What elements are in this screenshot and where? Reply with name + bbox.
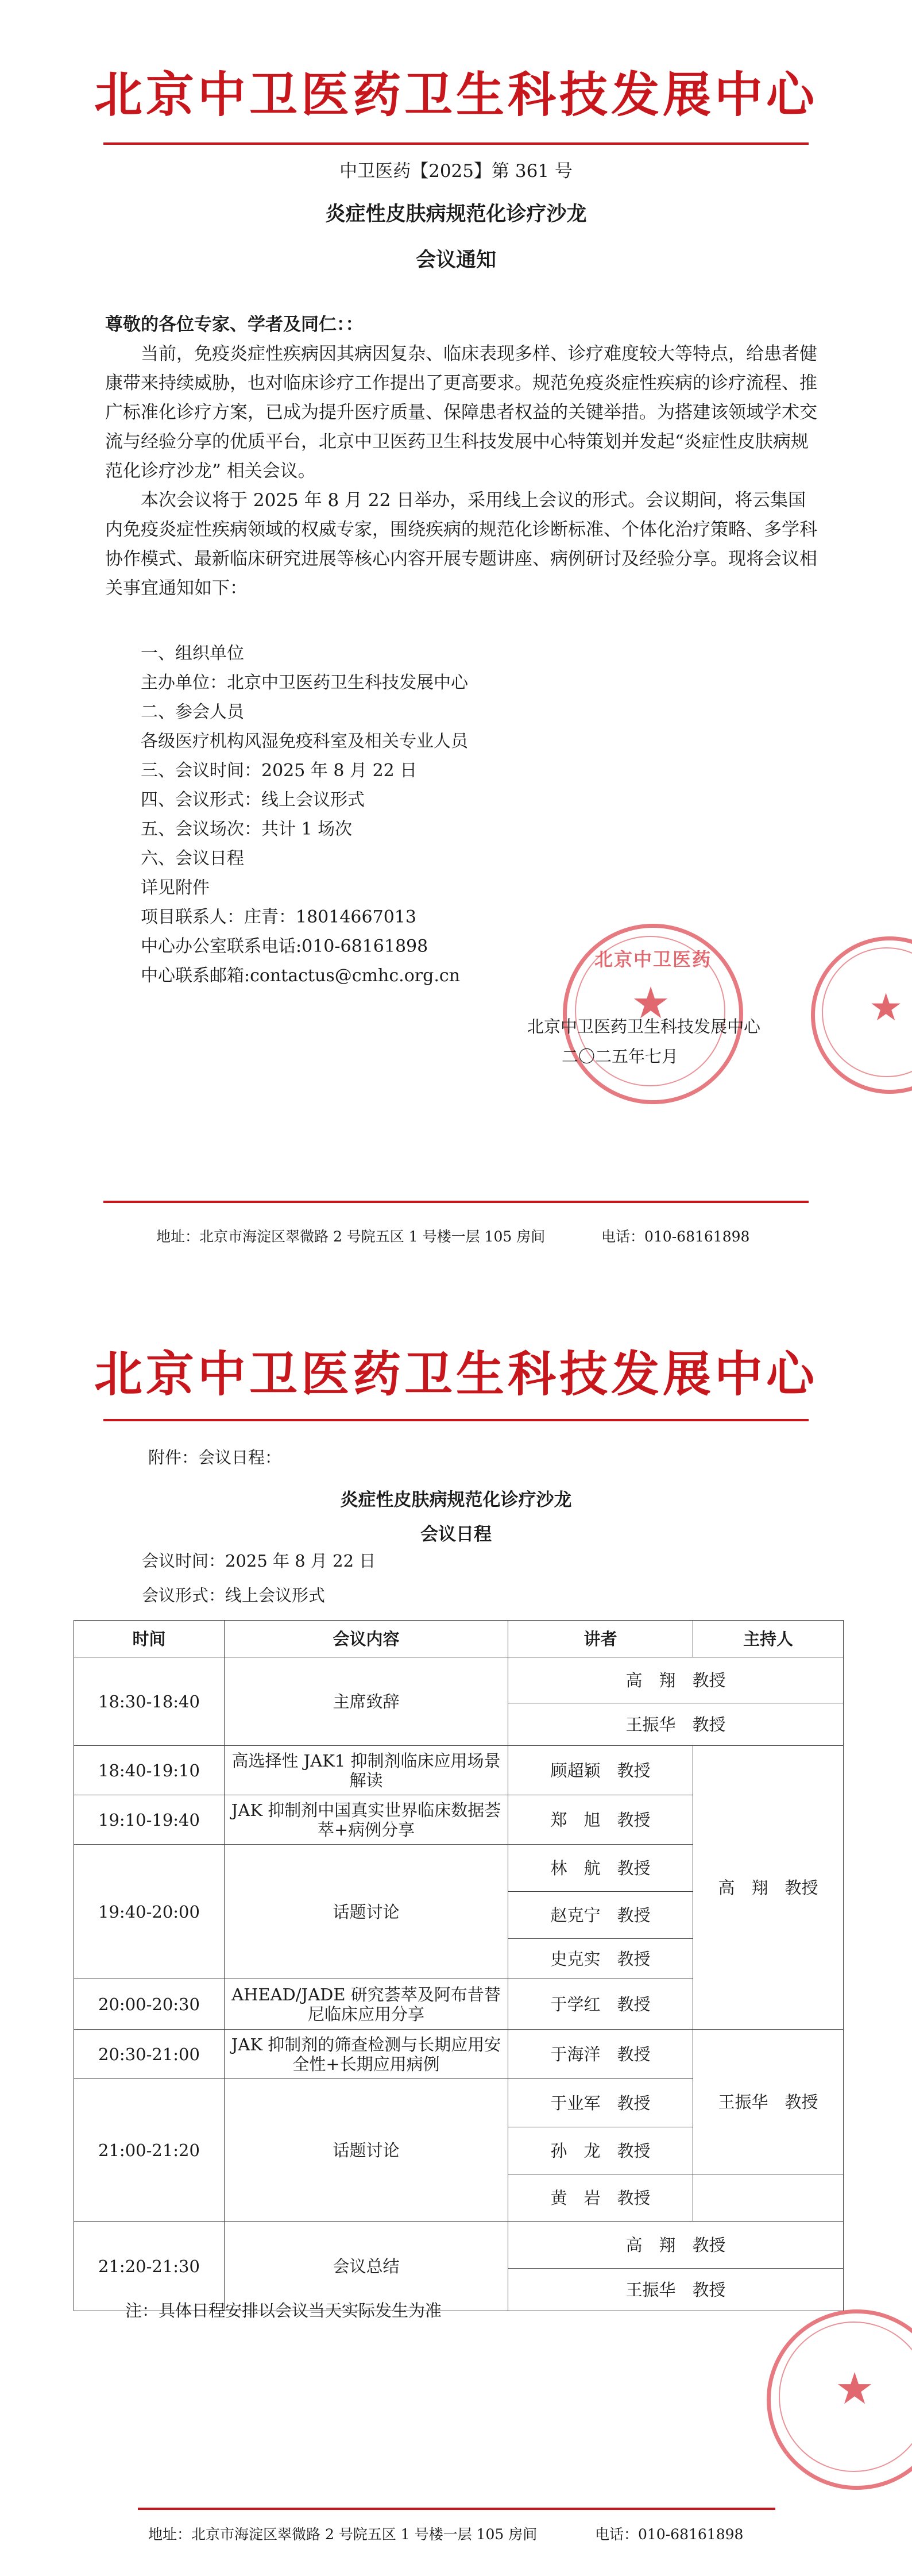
speaker-cell: 高 翔 教授: [508, 2222, 844, 2269]
content-cell: JAK 抑制剂中国真实世界临床数据荟萃+病例分享: [225, 1795, 508, 1845]
schedule-table: [74, 1620, 844, 2311]
footer-address: 地址：北京市海淀区翠微路 2 号院五区 1 号楼一层 105 房间: [156, 1228, 546, 1245]
notice-title: 炎症性皮肤病规范化诊疗沙龙: [325, 202, 587, 226]
footer-divider-page2: [138, 2508, 775, 2510]
organizer-line: 主办单位：北京中卫医药卫生科技发展中心: [141, 673, 468, 693]
official-seal-partial: ★: [811, 936, 912, 1094]
document-number: 中卫医药【2025】第 361 号: [339, 161, 573, 182]
speaker-cell: 于学红 教授: [508, 1979, 693, 2030]
time-cell: 21:00-21:20: [74, 2079, 225, 2222]
meeting-time-line: 三、会议时间：2025 年 8 月 22 日: [141, 761, 418, 781]
speaker-cell: 高 翔 教授: [508, 1657, 844, 1703]
see-attachment: 详见附件: [141, 878, 210, 898]
time-cell: 18:30-18:40: [74, 1657, 225, 1746]
header-divider: [103, 142, 809, 145]
attachment-label: 附件：会议日程：: [148, 1448, 282, 1467]
content-cell: 话题讨论: [225, 1845, 508, 1979]
content-cell: 主席致辞: [225, 1657, 508, 1746]
meeting-form-line: 四、会议形式：线上会议形式: [141, 790, 365, 810]
header-host: 主持人: [693, 1621, 844, 1657]
table-row: [74, 2222, 844, 2269]
content-cell: 高选择性 JAK1 抑制剂临床应用场景解读: [225, 1746, 508, 1795]
speaker-cell: 王振华 教授: [508, 1703, 844, 1746]
time-cell: 21:20-21:30: [74, 2222, 225, 2311]
speaker-cell: 林 航 教授: [508, 1845, 693, 1892]
meeting-sessions-line: 五、会议场次：共计 1 场次: [141, 819, 353, 839]
notice-body: [105, 310, 822, 603]
schedule-note: 注：具体日程安排以会议当天实际发生为准: [125, 2301, 442, 2320]
schedule-title: 炎症性皮肤病规范化诊疗沙龙: [340, 1490, 572, 1510]
participants-line: 各级医疗机构风湿免疫科室及相关专业人员: [141, 731, 468, 751]
org-title-page2: 北京中卫医药卫生科技发展中心: [94, 1346, 818, 1402]
speaker-cell: 于海洋 教授: [508, 2030, 693, 2079]
footer-phone-page2: 电话：010-68161898: [595, 2526, 744, 2543]
official-seal: ★ 北京中卫医药: [563, 924, 743, 1104]
notice-subtitle: 会议通知: [415, 248, 496, 272]
signature-organization: 北京中卫医药卫生科技发展中心: [527, 1017, 761, 1036]
speaker-cell: 顾超颖 教授: [508, 1746, 693, 1795]
footer-phone: 电话：010-68161898: [601, 1228, 750, 1245]
content-cell: 会议总结: [225, 2222, 508, 2311]
host-cell: 王振华 教授: [693, 2030, 844, 2174]
paragraph-1: 当前，免疫炎症性疾病因其病因复杂、临床表现多样、诊疗难度较大等特点，给患者健康带来持续威胁，也对临床诊疗工作提出了更高要求。规范免疫炎症性疾病的诊疗流程、推广标准化诊疗方案，已成为提升医疗质量、保障患者权益的关键举措。为搭建该领域学术交流与经验分享的优质平台，北京中卫医药卫生科技发展中心特策划并发起“炎症性皮肤病规范化诊疗沙龙” 相关会议。: [105, 344, 817, 481]
speaker-cell: 王振华 教授: [508, 2269, 844, 2311]
content-cell: 话题讨论: [225, 2079, 508, 2222]
host-cell: 高 翔 教授: [693, 1746, 844, 2030]
greeting: 尊敬的各位专家、学者及同仁：：: [105, 314, 364, 335]
time-cell: 19:40-20:00: [74, 1845, 225, 1979]
content-cell: AHEAD/JADE 研究荟萃及阿布昔替尼临床应用分享: [225, 1979, 508, 2030]
section-participants: 二、参会人员: [141, 702, 244, 722]
footer-address-page2: 地址：北京市海淀区翠微路 2 号院五区 1 号楼一层 105 房间: [148, 2526, 538, 2543]
header-time: 时间: [74, 1621, 225, 1657]
speaker-cell: 郑 旭 教授: [508, 1795, 693, 1845]
section-organizer: 一、组织单位: [141, 643, 244, 664]
footer-divider: [103, 1201, 809, 1203]
time-cell: 20:00-20:30: [74, 1979, 225, 2030]
host-empty-cell: [693, 2174, 844, 2222]
speaker-cell: 孙 龙 教授: [508, 2127, 693, 2174]
table-row: [74, 1657, 844, 1703]
speaker-cell: 赵克宁 教授: [508, 1892, 693, 1939]
signature-date: 二〇二五年七月: [562, 1047, 679, 1066]
table-header-row: [74, 1621, 844, 1657]
paragraph-2: 本次会议将于 2025 年 8 月 22 日举办，采用线上会议的形式。会议期间，将云集国内免疫炎症性疾病领域的权威专家，围绕疾病的规范化诊断标准、个体化治疗策略、多学科协作模式、最新临床研究进展等核心内容开展专题讲座、病例研讨及经验分享。现将会议相关事宜通知如下：: [105, 490, 817, 599]
time-cell: 18:40-19:10: [74, 1746, 225, 1795]
schedule-time-line: 会议时间：2025 年 8 月 22 日: [142, 1551, 376, 1571]
project-contact: 项目联系人：庄青：18014667013: [141, 907, 416, 927]
speaker-cell: 于业军 教授: [508, 2079, 693, 2127]
time-cell: 20:30-21:00: [74, 2030, 225, 2079]
content-cell: JAK 抑制剂的筛查检测与长期应用安全性+长期应用病例: [225, 2030, 508, 2079]
section-agenda: 六、会议日程: [141, 849, 244, 869]
contact-email[interactable]: 中心联系邮箱:contactus@cmhc.org.cn: [141, 966, 460, 986]
header-content: 会议内容: [225, 1621, 508, 1657]
header-divider-page2: [103, 1419, 809, 1421]
table-row: [74, 1746, 844, 1795]
header-speaker: 讲者: [508, 1621, 693, 1657]
schedule-subtitle: 会议日程: [420, 1524, 492, 1545]
time-cell: 19:10-19:40: [74, 1795, 225, 1845]
table-row: [74, 2030, 844, 2079]
speaker-cell: 史克实 教授: [508, 1939, 693, 1979]
official-seal-page2: ★: [767, 2309, 912, 2490]
speaker-cell: 黄 岩 教授: [508, 2174, 693, 2222]
schedule-form-line: 会议形式：线上会议形式: [142, 1586, 326, 1605]
office-phone: 中心办公室联系电话:010-68161898: [141, 936, 428, 957]
org-title: 北京中卫医药卫生科技发展中心: [94, 67, 818, 123]
